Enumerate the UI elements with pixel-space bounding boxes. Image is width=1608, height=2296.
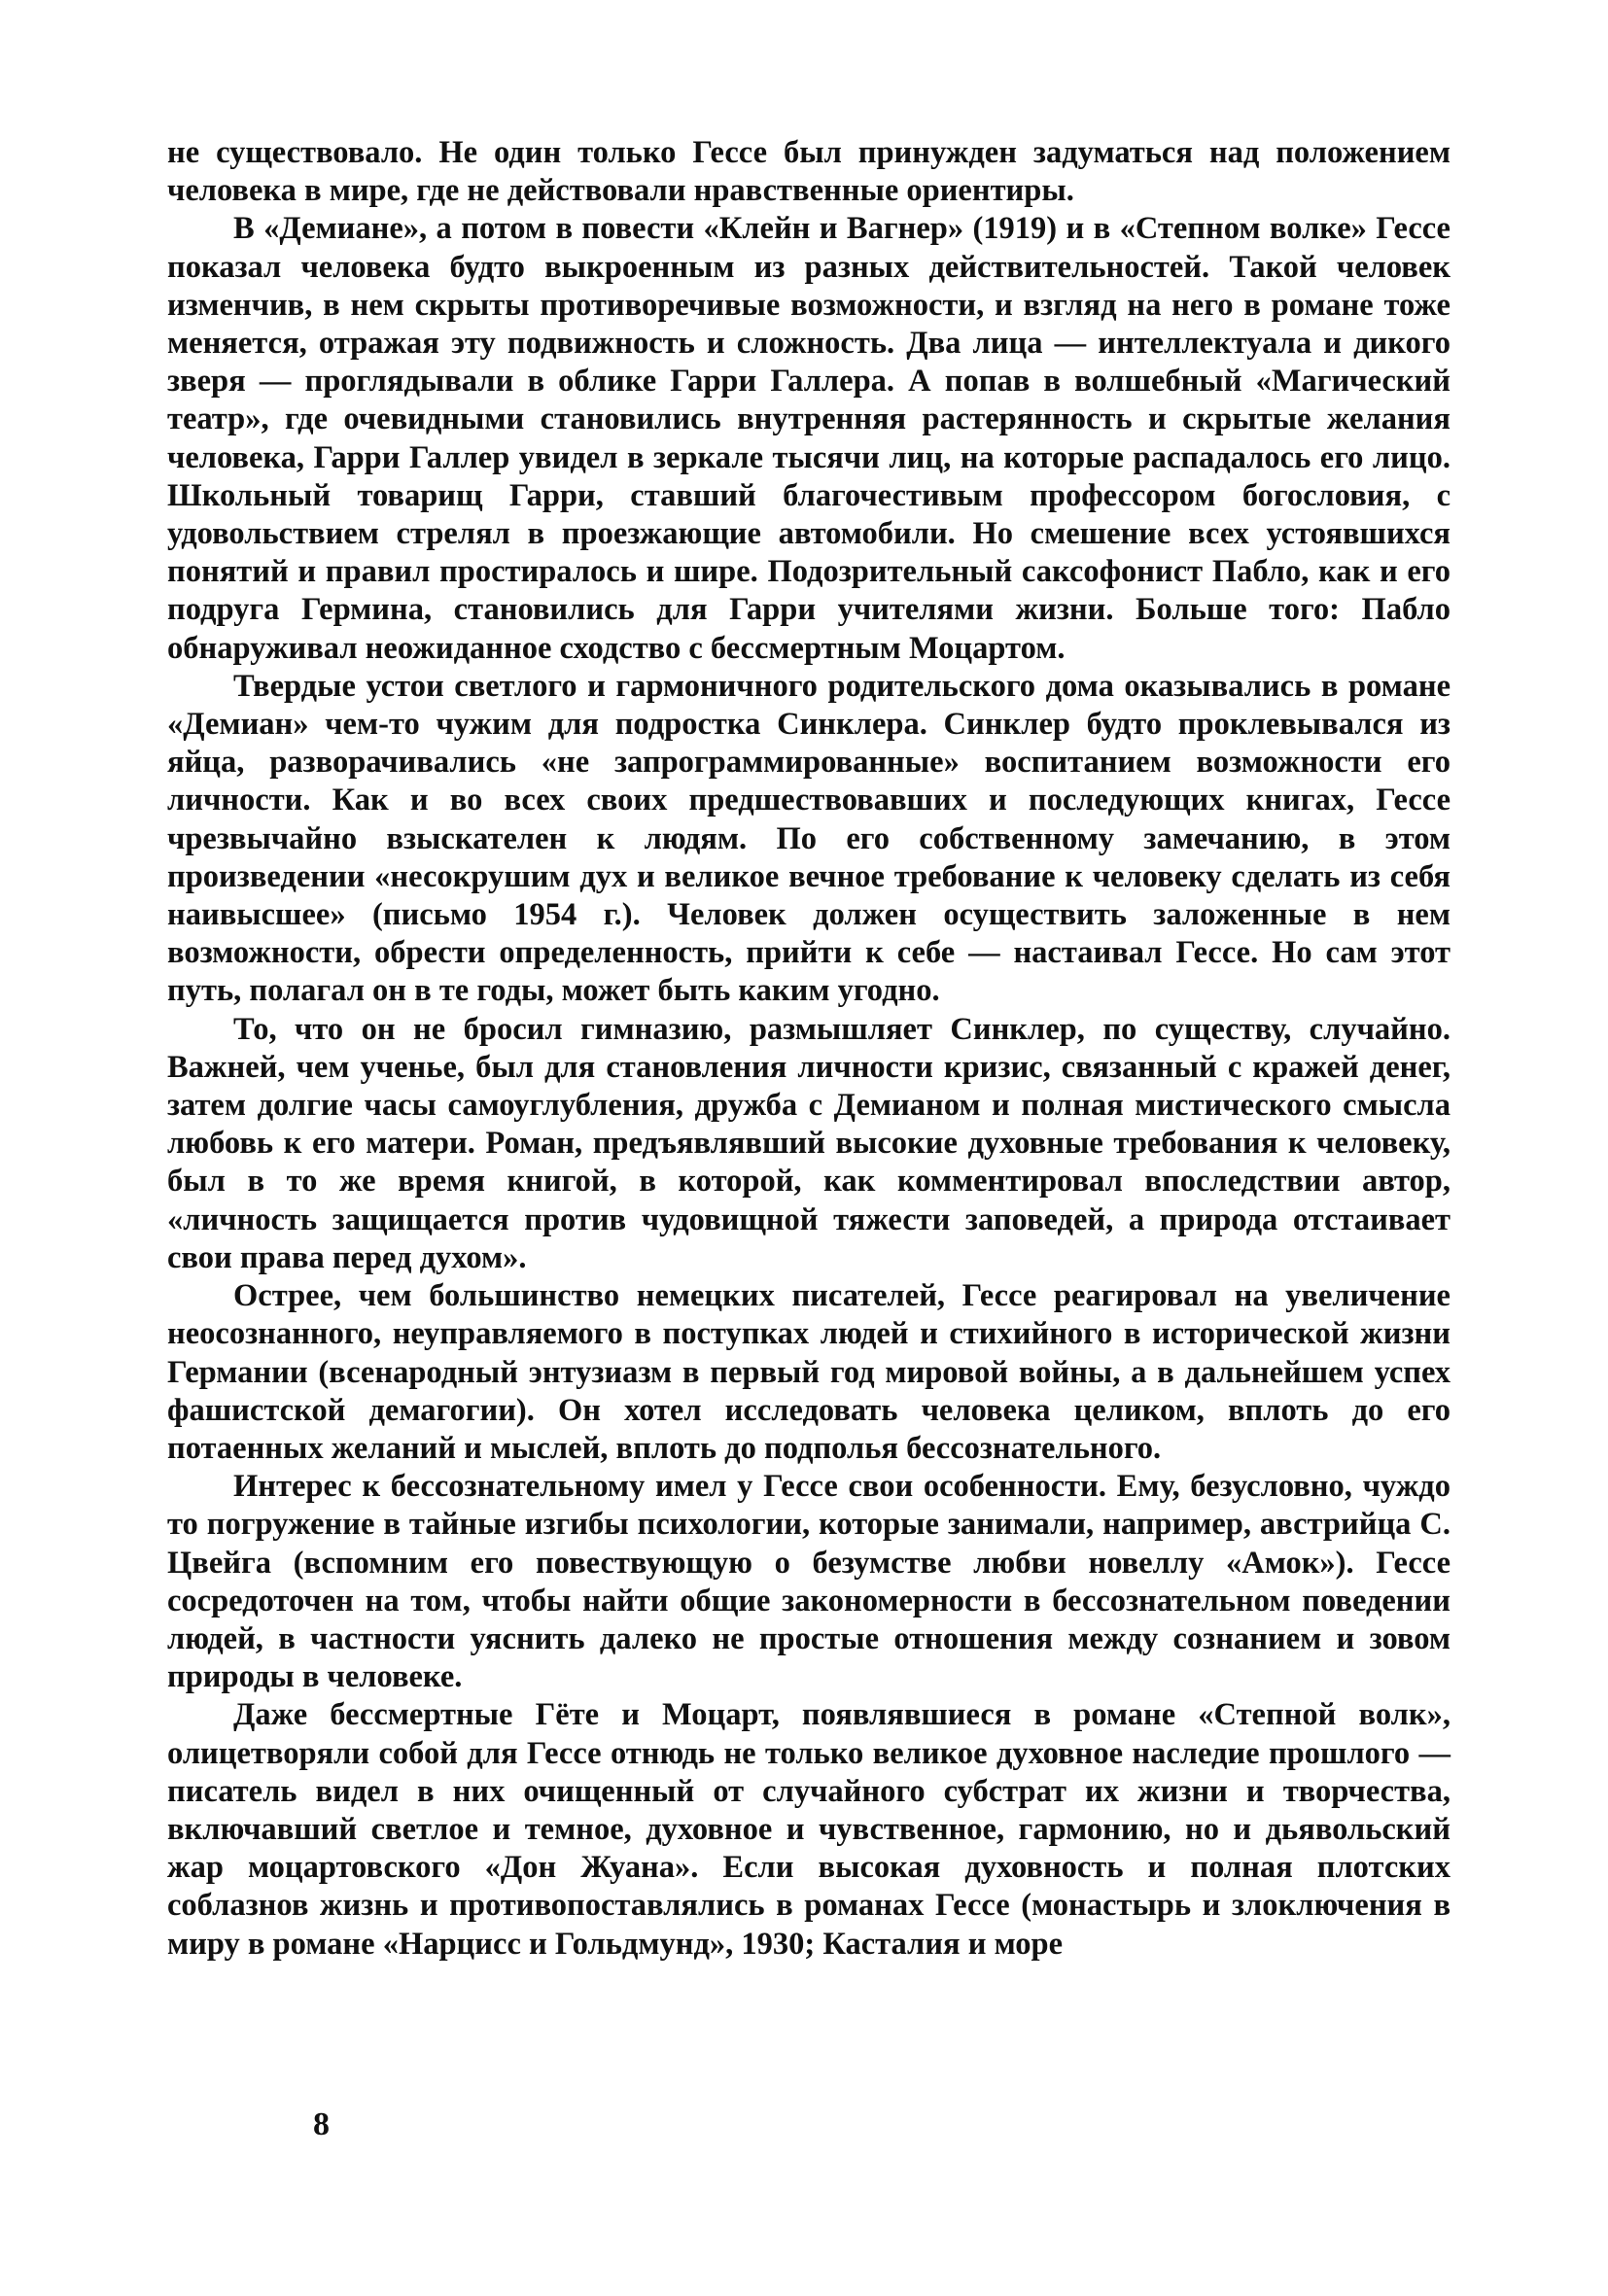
paragraph-6: Интерес к бессознательному имел у Гессе свои особенности. Ему, безусловно, чуждо то погружение в тайные изгибы психологии, которые занимали, например, австрийца С. Цвейга (вспомним его повествующую о безумстве любви новеллу «Амок»). Гессе сосредоточен на том, чтобы найти общие закономерности в бессознательном поведении людей, в частности уяснить далеко не простые отношения между сознанием и зовом природы в человеке. xyxy=(167,1469,1451,1695)
paragraph-3: Твердые устои светлого и гармоничного родительского дома оказывались в романе «Демиан» чем-то чужим для подростка Синклера. Синклер будто проклевывался из яйца, разворачивались «не запрограммированные» воспитанием возможности его личности. Как и во всех своих предшествовавших и последующих книгах, Гессе чрезвычайно взыскателен к людям. По его собственному замечанию, в этом произведении «несокрушим дух и великое вечное требование к человеку сделать из себя наивысшее» (письмо 1954 г.). Человек должен осуществить заложенные в нем возможности, обрести определенность, прийти к себе — настаивал Гессе. Но сам этот путь, полагал он в те годы, может быть каким угодно. xyxy=(167,668,1451,1009)
paragraph-4: То, что он не бросил гимназию, размышляет Синклер, по существу, случайно. Важней, чем ученье, был для становления личности кризис, связанный с кражей денег, затем долгие часы самоуглубления, дружба с Демианом и полная мистического смысла любовь к его матери. Роман, предъявлявший высокие духовные требования к человеку, был в то же время книгой, в которой, как комментировал впоследствии автор, «личность защищается против чудовищной тяжести заповедей, а природа отстаивает свои права перед духом». xyxy=(167,1011,1451,1275)
body-text xyxy=(167,134,1451,1964)
paragraph-1: не существовало. Не один только Гессе был принужден задуматься над положением человека в мире, где не действовали нравственные ориентиры. xyxy=(167,135,1451,209)
paragraph-5: Острее, чем большинство немецких писателей, Гессе реагировал на увеличение неосознанного, неуправляемого в поступках людей и стихийного в исторической жизни Германии (всенародный энтузиазм в первый год мировой войны, а в дальнейшем успех фашистской демагогии). Он хотел исследовать человека целиком, вплоть до его потаенных желаний и мыслей, вплоть до подполья бессознательного. xyxy=(167,1278,1451,1466)
page-number: 8 xyxy=(313,2106,330,2142)
paragraph-2: В «Демиане», а потом в повести «Клейн и Вагнер» (1919) и в «Степном волке» Гессе показал человека будто выкроенным из разных действительностей. Такой человек изменчив, в нем скрыты противоречивые возможности, и взгляд на него в романе тоже меняется, отражая эту подвижность и сложность. Два лица — интеллектуала и дикого зверя — проглядывали в облике Гарри Галлера. А попав в волшебный «Магический театр», где очевидными становились внутренняя растерянность и скрытые желания человека, Гарри Галлер увидел в зеркале тысячи лиц, на которые распадалось его лицо. Школьный товарищ Гарри, ставший благочестивым профессором богословия, с удовольствием стрелял в проезжающие автомобили. Но смешение всех устоявшихся понятий и правил простиралось и шире. Подозрительный саксофонист Пабло, как и его подруга Гермина, становились для Гарри учителями жизни. Больше того: Пабло обнаруживал неожиданное сходство с бессмертным Моцартом. xyxy=(167,211,1451,666)
paragraph-7: Даже бессмертные Гёте и Моцарт, появлявшиеся в романе «Степной волк», олицетворяли собой для Гессе отнюдь не только великое духовное наследие прошлого — писатель видел в них очищенный от случайного субстрат их жизни и творчества, включавший светлое и темное, духовное и чувственное, гармонию, но и дьявольский жар моцартовского «Дон Жуана». Если высокая духовность и полная плотских соблазнов жизнь и противопоставлялись в романах Гессе (монастырь и злоключения в миру в романе «Нарцисс и Гольдмунд», 1930; Касталия и море xyxy=(167,1697,1451,1962)
